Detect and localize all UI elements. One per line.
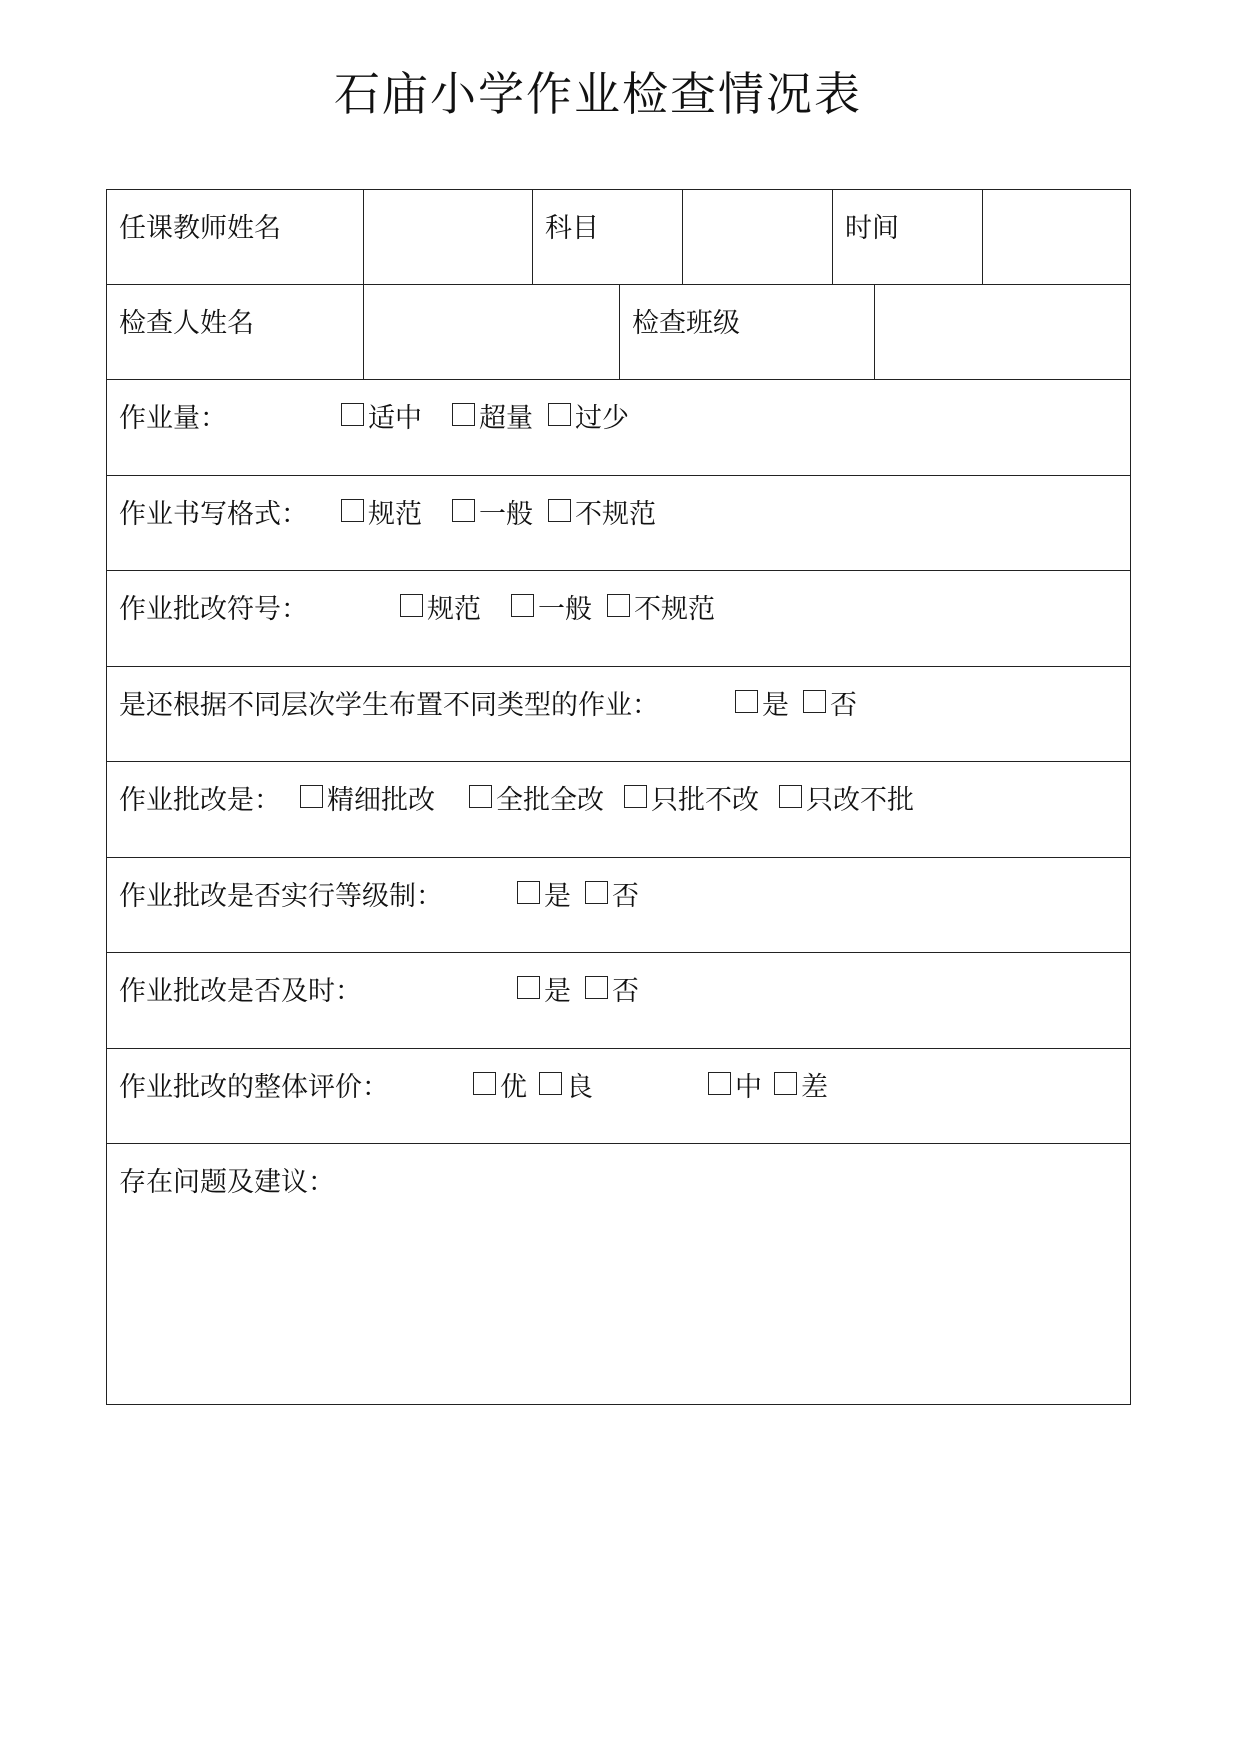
checkbox[interactable] xyxy=(341,403,364,426)
checkbox[interactable] xyxy=(517,881,540,904)
checkbox[interactable] xyxy=(452,403,475,426)
option-label: 是 xyxy=(544,976,571,1007)
checkbox[interactable] xyxy=(341,499,364,522)
option-label: 优 xyxy=(500,1072,527,1103)
option-average[interactable] xyxy=(452,492,533,531)
amount-label: 作业量： xyxy=(119,403,227,434)
class-label-cell xyxy=(619,285,874,379)
row-differentiated-homework xyxy=(107,667,1130,762)
option-detailed-grading[interactable] xyxy=(300,778,435,817)
option-label: 中 xyxy=(735,1072,762,1103)
option-label: 超量 xyxy=(479,403,533,434)
option-label: 否 xyxy=(830,690,857,721)
checkbox[interactable] xyxy=(300,785,323,808)
option-label: 只批不改 xyxy=(651,785,759,816)
row-teacher-subject-time xyxy=(107,190,1130,285)
option-label: 规范 xyxy=(368,499,422,530)
option-poor[interactable] xyxy=(774,1065,828,1104)
option-grade-only[interactable] xyxy=(624,778,759,817)
class-label: 检查班级 xyxy=(632,308,740,339)
teacher-label-cell xyxy=(107,190,363,284)
checkbox[interactable] xyxy=(585,976,608,999)
option-average[interactable] xyxy=(511,587,592,626)
option-label: 是 xyxy=(544,881,571,912)
class-field[interactable] xyxy=(874,285,1130,379)
option-label: 规范 xyxy=(427,594,481,625)
option-label: 过少 xyxy=(575,403,629,434)
inspector-label-cell xyxy=(107,285,363,379)
option-standard[interactable] xyxy=(400,587,481,626)
option-label: 否 xyxy=(612,881,639,912)
option-yes[interactable] xyxy=(517,969,571,1008)
timely-label: 作业批改是否及时： xyxy=(119,976,362,1007)
time-label-cell xyxy=(832,190,982,284)
checkbox[interactable] xyxy=(607,594,630,617)
option-standard[interactable] xyxy=(341,492,422,531)
inspection-form xyxy=(106,189,1131,1405)
checkbox[interactable] xyxy=(585,881,608,904)
option-label: 良 xyxy=(566,1072,593,1103)
checkbox[interactable] xyxy=(517,976,540,999)
checkbox[interactable] xyxy=(473,1072,496,1095)
subject-label: 科目 xyxy=(545,213,599,244)
overall-label: 作业批改的整体评价： xyxy=(119,1072,389,1103)
option-nonstandard[interactable] xyxy=(607,587,715,626)
row-issues-suggestions[interactable] xyxy=(107,1144,1130,1404)
symbols-label: 作业批改符号： xyxy=(119,594,308,625)
checkbox[interactable] xyxy=(548,499,571,522)
checkbox[interactable] xyxy=(803,690,826,713)
option-correct-only[interactable] xyxy=(779,778,914,817)
inspector-name-field[interactable] xyxy=(363,285,619,379)
time-field[interactable] xyxy=(982,190,1130,284)
option-full-grading[interactable] xyxy=(469,778,604,817)
row-inspector-class xyxy=(107,285,1130,380)
row-grading-method xyxy=(107,762,1130,858)
option-yes[interactable] xyxy=(735,683,789,722)
option-no[interactable] xyxy=(803,683,857,722)
option-no[interactable] xyxy=(585,874,639,913)
option-label: 差 xyxy=(801,1072,828,1103)
option-label: 一般 xyxy=(538,594,592,625)
inspector-name-label: 检查人姓名 xyxy=(119,308,254,339)
differentiated-label: 是还根据不同层次学生布置不同类型的作业： xyxy=(119,690,659,721)
checkbox[interactable] xyxy=(624,785,647,808)
levels-label: 作业批改是否实行等级制： xyxy=(119,881,443,912)
checkbox[interactable] xyxy=(779,785,802,808)
checkbox[interactable] xyxy=(735,690,758,713)
format-label: 作业书写格式： xyxy=(119,499,308,530)
option-good[interactable] xyxy=(539,1065,593,1104)
page-title: 石庙小学作业检查情况表 xyxy=(334,67,862,121)
option-no[interactable] xyxy=(585,969,639,1008)
option-label: 全批全改 xyxy=(496,785,604,816)
subject-label-cell xyxy=(532,190,682,284)
option-nonstandard[interactable] xyxy=(548,492,656,531)
option-yes[interactable] xyxy=(517,874,571,913)
row-overall-evaluation xyxy=(107,1049,1130,1144)
row-timely-grading xyxy=(107,953,1130,1049)
checkbox[interactable] xyxy=(452,499,475,522)
checkbox[interactable] xyxy=(708,1072,731,1095)
teacher-name-field[interactable] xyxy=(363,190,532,284)
time-label: 时间 xyxy=(845,213,899,244)
option-label: 精细批改 xyxy=(327,785,435,816)
option-fair[interactable] xyxy=(708,1065,762,1104)
row-homework-amount xyxy=(107,380,1130,476)
option-label: 只改不批 xyxy=(806,785,914,816)
option-label: 不规范 xyxy=(575,499,656,530)
option-label: 适中 xyxy=(368,403,422,434)
checkbox[interactable] xyxy=(548,403,571,426)
option-label: 否 xyxy=(612,976,639,1007)
option-label: 是 xyxy=(762,690,789,721)
checkbox[interactable] xyxy=(400,594,423,617)
option-too-little[interactable] xyxy=(548,396,629,435)
checkbox[interactable] xyxy=(774,1072,797,1095)
option-excellent[interactable] xyxy=(473,1065,527,1104)
issues-label: 存在问题及建议： xyxy=(119,1167,335,1198)
checkbox[interactable] xyxy=(539,1072,562,1095)
checkbox[interactable] xyxy=(469,785,492,808)
row-writing-format xyxy=(107,476,1130,571)
option-label: 不规范 xyxy=(634,594,715,625)
row-correction-symbols xyxy=(107,571,1130,667)
grading-label: 作业批改是： xyxy=(119,785,281,816)
row-grade-levels xyxy=(107,858,1130,953)
option-appropriate[interactable] xyxy=(341,396,422,435)
option-label: 一般 xyxy=(479,499,533,530)
checkbox[interactable] xyxy=(511,594,534,617)
option-excessive[interactable] xyxy=(452,396,533,435)
teacher-name-label: 任课教师姓名 xyxy=(119,213,281,244)
subject-field[interactable] xyxy=(682,190,832,284)
